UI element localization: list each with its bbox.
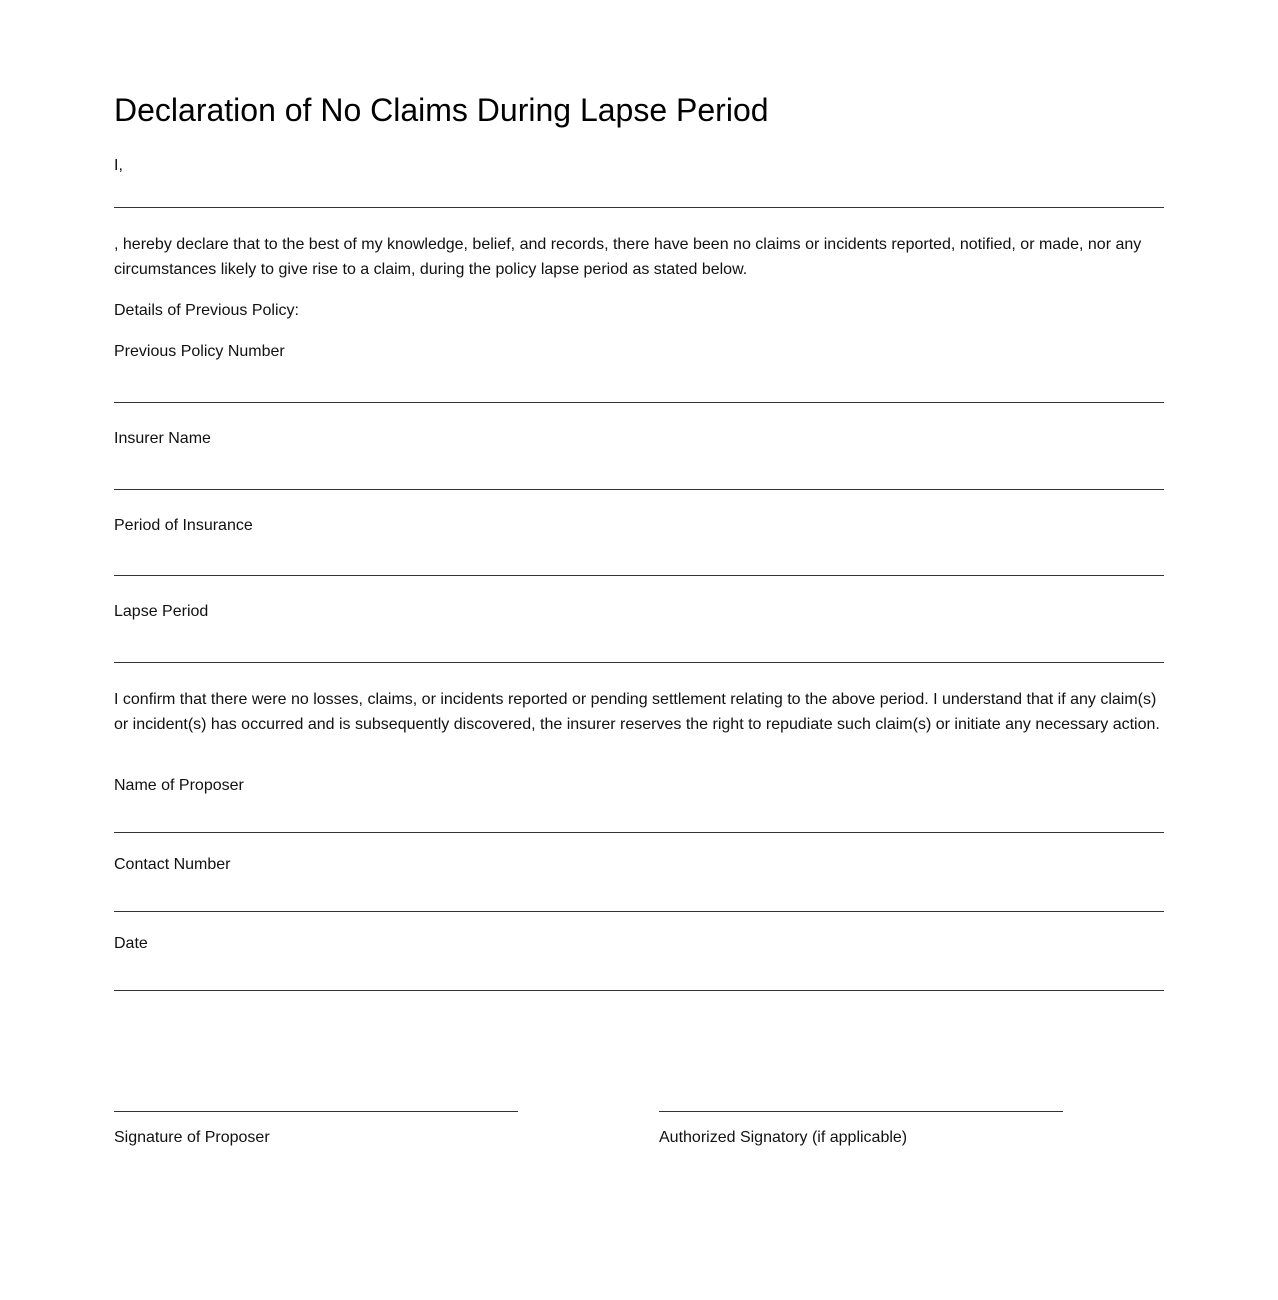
contact-number-input[interactable]: [114, 885, 1164, 911]
details-heading: Details of Previous Policy:: [114, 302, 299, 319]
name-of-proposer-input[interactable]: [114, 806, 1164, 832]
period-of-insurance-line: [114, 575, 1164, 576]
lapse-period-input[interactable]: [114, 636, 1164, 662]
period-of-insurance-label: Period of Insurance: [114, 517, 253, 534]
intro-prefix: I,: [114, 157, 123, 174]
contact-number-label: Contact Number: [114, 856, 231, 873]
page-title: Declaration of No Claims During Lapse Period: [114, 92, 769, 128]
date-label: Date: [114, 935, 148, 952]
contact-number-line: [114, 911, 1164, 912]
authorized-signature-line[interactable]: [659, 1111, 1063, 1112]
insurer-name-input[interactable]: [114, 463, 1164, 489]
previous-policy-number-label: Previous Policy Number: [114, 343, 285, 360]
declaration-text: , hereby declare that to the best of my knowledge, belief, and records, there have been no claims or incidents reported, notified, or made, nor any circumstances likely to give rise to a claim, during the policy lapse period as stated below.: [114, 236, 1142, 278]
insurer-name-label: Insurer Name: [114, 430, 211, 447]
declarant-name-input[interactable]: [114, 181, 1164, 207]
date-input[interactable]: [114, 964, 1164, 990]
insurer-name-line: [114, 489, 1164, 490]
date-line: [114, 990, 1164, 991]
proposer-signature-line[interactable]: [114, 1111, 518, 1112]
period-of-insurance-input[interactable]: [114, 549, 1164, 575]
authorized-signature-label: Authorized Signatory (if applicable): [659, 1129, 908, 1146]
previous-policy-number-line: [114, 402, 1164, 403]
lapse-period-label: Lapse Period: [114, 603, 209, 620]
previous-policy-number-input[interactable]: [114, 376, 1164, 402]
confirmation-text: I confirm that there were no losses, claims, or incidents reported or pending settlement relating to the above period. I understand that if any claim(s) or incident(s) has occurred and is subsequently discovered, the insurer reserves the right to repudiate such claim(s) or initiate any necessary action.: [114, 691, 1160, 733]
declarant-name-line: [114, 207, 1164, 208]
name-of-proposer-line: [114, 832, 1164, 833]
lapse-period-line: [114, 662, 1164, 663]
proposer-signature-label: Signature of Proposer: [114, 1129, 270, 1146]
name-of-proposer-label: Name of Proposer: [114, 777, 244, 794]
